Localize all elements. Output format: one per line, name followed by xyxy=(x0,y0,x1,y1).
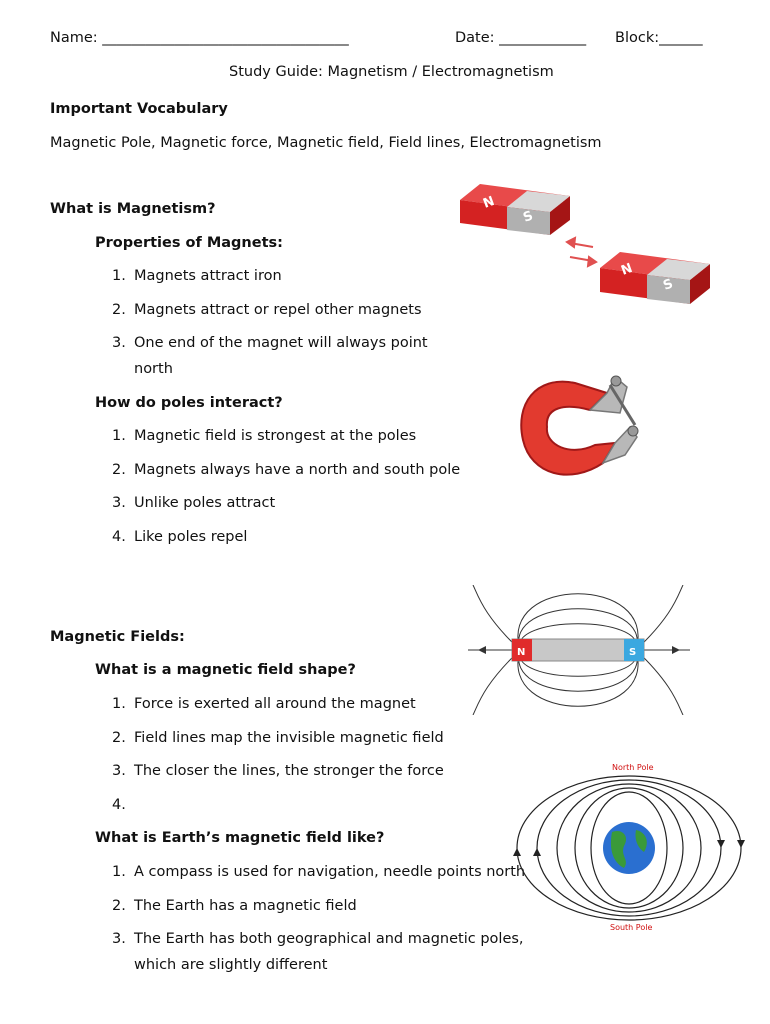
list-item-continuation: which are slightly different xyxy=(134,957,328,973)
list-item: 1. Magnets attract iron xyxy=(112,268,282,284)
fields-heading: Magnetic Fields: xyxy=(50,629,185,645)
north-pole-label: North Pole xyxy=(612,763,654,772)
list-item: 3. The closer the lines, the stronger the force xyxy=(112,763,444,779)
list-item: 4. xyxy=(112,797,126,813)
field-shape-heading: What is a magnetic field shape? xyxy=(95,662,356,678)
list-item: 2. Field lines map the invisible magnetic field xyxy=(112,730,444,746)
magnet1-s-label: S xyxy=(521,208,536,226)
date-field[interactable]: Date: ____________ xyxy=(455,30,587,46)
attract-arrows-icon xyxy=(567,238,596,266)
magnet2-n-label: N xyxy=(619,260,635,279)
name-field[interactable]: Name: __________________________________ xyxy=(50,30,349,46)
south-pole-label: South Pole xyxy=(610,923,653,932)
list-item: 2. The Earth has a magnetic field xyxy=(112,898,357,914)
earth-field-heading: What is Earth’s magnetic field like? xyxy=(95,830,385,846)
magnetism-heading: What is Magnetism? xyxy=(50,201,216,217)
list-item: 2. Magnets attract or repel other magnets xyxy=(112,302,422,318)
list-item: 1. Magnetic field is strongest at the poles xyxy=(112,428,417,444)
list-item: 1. Force is exerted all around the magnet xyxy=(112,696,416,712)
poles-heading: How do poles interact? xyxy=(95,395,283,411)
list-item: 3. One end of the magnet will always point xyxy=(112,335,428,351)
bar-magnets-illustration xyxy=(455,180,720,320)
block-field[interactable]: Block:______ xyxy=(615,30,703,46)
list-item: 3. The Earth has both geographical and magnetic poles, xyxy=(112,931,524,947)
magnet1-n-label: N xyxy=(481,193,497,212)
list-item-continuation: north xyxy=(134,361,173,377)
field-s-label: S xyxy=(629,647,637,658)
properties-heading: Properties of Magnets: xyxy=(95,235,283,251)
earth-magnetic-field-diagram xyxy=(512,760,747,935)
list-item: 4. Like poles repel xyxy=(112,529,248,545)
bar-magnet-field-diagram xyxy=(468,585,690,715)
list-item: 1. A compass is used for navigation, needle points north xyxy=(112,864,526,880)
page-title: Study Guide: Magnetism / Electromagnetism xyxy=(229,64,554,80)
list-item: 3. Unlike poles attract xyxy=(112,495,276,511)
vocab-heading: Important Vocabulary xyxy=(50,101,228,117)
list-item: 2. Magnets always have a north and south pole xyxy=(112,462,461,478)
field-n-label: N xyxy=(517,647,526,658)
magnet2-s-label: S xyxy=(661,276,676,294)
vocab-terms: Magnetic Pole, Magnetic force, Magnetic field, Field lines, Electromagnetism xyxy=(50,135,602,151)
horseshoe-magnet-illustration xyxy=(515,365,645,490)
